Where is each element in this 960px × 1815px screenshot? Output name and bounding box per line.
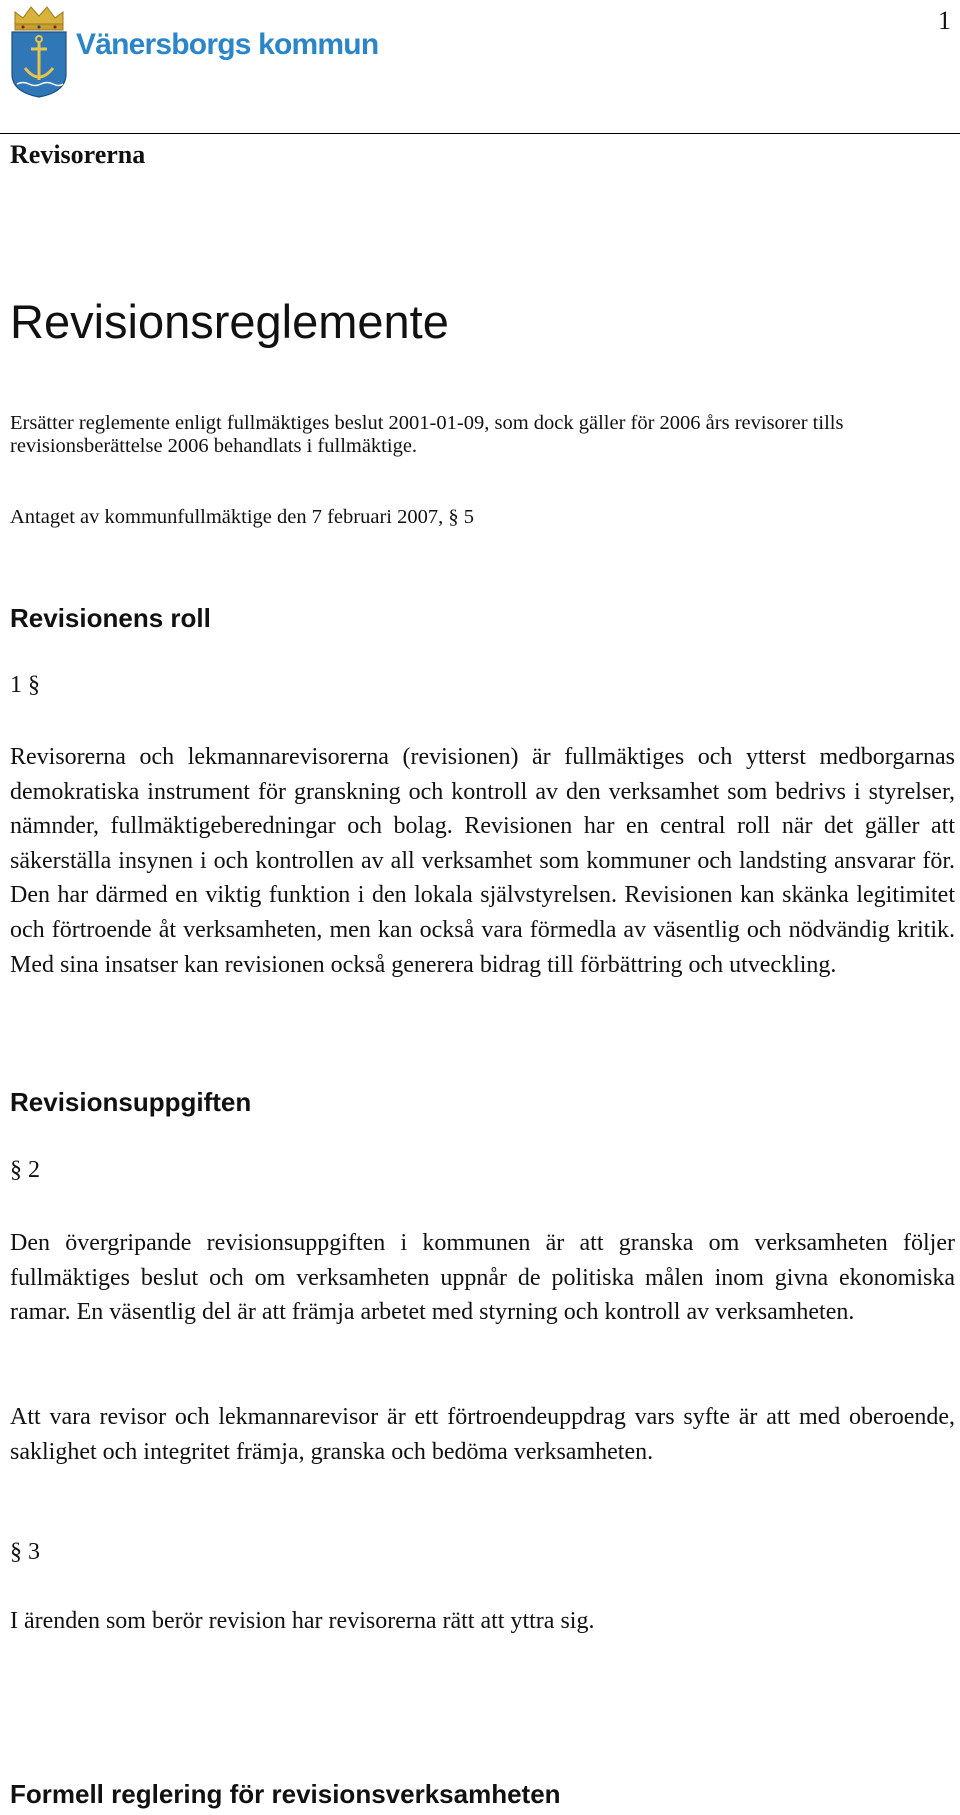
page-header [0, 0, 960, 134]
paragraph-text-2b: Att vara revisor och lekmannarevisor är ett förtroendeuppdrag vars syfte är att med oberoende, saklighet och integritet främja, granska och bedöma verksamheten. [10, 1404, 955, 1465]
section-heading-formell-reglering: Formell reglering för revisionsverksamheten [10, 1779, 561, 1809]
paragraph-text-3: I ärenden som berör revision har revisorerna rätt att yttra sig. [10, 1608, 595, 1634]
municipal-coat-of-arms-icon [9, 4, 69, 98]
section-heading-revisionens-roll: Revisionens roll [10, 603, 211, 633]
page-number: 1 [938, 6, 951, 35]
document-title: Revisionsreglemente [10, 295, 449, 348]
paragraph-mark-1: 1 § [10, 672, 40, 698]
paragraph-text-1: Revisorerna och lekmannarevisorerna (revisionen) är fullmäktiges och ytterst medborgarnas demokratiska instrument för granskning och kontroll av den verksamhet som bedrivs i styrelser, nämnder, fullmäktigeberedningar och bolag. Revisionen har en central roll när det gäller att säkerställa insynen i och kontrollen av all verksamhet som kommuner och landsting ansvarar för. Den har därmed en viktig funktion i den lokala självstyrelsen. Revisionen kan skänka legitimitet och förtroende åt verksamheten, men kan också vara förmedla av väsentlig och nödvändig kritik. Med sina insatser kan revisionen också generera bidrag till förbättring och utveckling. [10, 744, 955, 978]
paragraph-text-2a: Den övergripande revisionsuppgiften i kommunen är att granska om verksamheten följer fullmäktiges beslut och om verksamheten uppnår de politiska målen inom givna ekonomiska ramar. En väsentlig del är att främja arbetet med styrning och kontroll av verksamheten. [10, 1230, 955, 1326]
department-label: Revisorerna [10, 140, 146, 169]
replaces-note: Ersätter reglemente enligt fullmäktiges beslut 2001-01-09, som dock gäller för 2006 års revisorer tills revisionsberättelse 2006 behandlats i fullmäktige. [10, 412, 844, 457]
section-heading-revisionsuppgiften: Revisionsuppgiften [10, 1087, 252, 1117]
paragraph-mark-2: § 2 [10, 1157, 40, 1183]
paragraph-mark-3: § 3 [10, 1539, 40, 1565]
header-divider [0, 133, 960, 134]
brand-name: Vänersborgs kommun [76, 28, 379, 61]
adopted-note: Antaget av kommunfullmäktige den 7 februari 2007, § 5 [10, 506, 474, 528]
